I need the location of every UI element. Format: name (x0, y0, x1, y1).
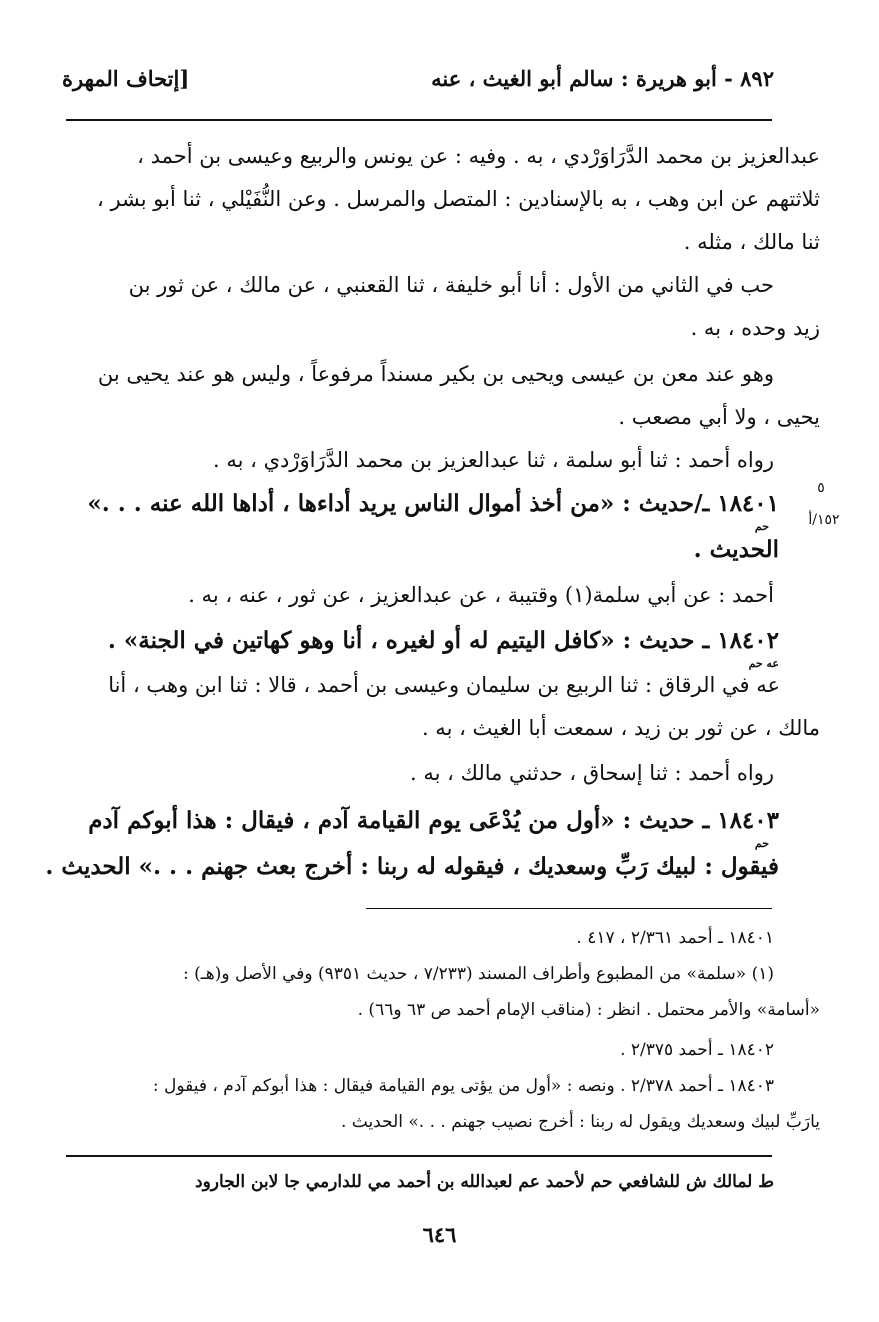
footnote-line: ١٨٤٠١ ـ أحمد ٢/٣٦١ ، ٤١٧ . (576, 928, 774, 948)
margin-note-circle: ٥ (817, 480, 825, 496)
header-book-title: [إتحاف المهرة (62, 66, 190, 91)
hadith-18401-symbol: حم (754, 520, 769, 533)
hadith-18402-line: مالك ، عن ثور بن زيد ، سمعت أبا الغيث ، به . (421, 716, 820, 740)
body-line: يحيى ، ولا أبي مصعب . (618, 405, 820, 429)
hadith-18403-symbol: حم (754, 837, 769, 850)
hadith-18403-line: فيقول : لبيك رَبِّ وسعديك ، فيقوله له ربنا : أخرج بعث جهنم . . .» الحديث . (45, 853, 779, 880)
footnote-line: ١٨٤٠٣ ـ أحمد ٢/٣٧٨ . ونصه : «أول من يؤتى يوم القيامة فيقال : هذا أبوكم آدم ، فيقول : (152, 1076, 774, 1096)
body-line: زيد وحده ، به . (690, 316, 820, 340)
footnote-rule (366, 908, 772, 909)
hadith-18401-line: أحمد : عن أبي سلمة(١) وقتيبة ، عن عبدالعزيز ، عن ثور ، عنه ، به . (188, 583, 774, 607)
hadith-18402-line: رواه أحمد : ثنا إسحاق ، حدثني مالك ، به . (410, 761, 774, 785)
header-chapter-title: ٨٩٢ - أبو هريرة : سالم أبو الغيث ، عنه (431, 66, 774, 91)
body-line: حب في الثاني من الأول : أنا أبو خليفة ، ثنا القعنبي ، عن مالك ، عن ثور بن (128, 273, 774, 297)
hadith-18401-line: ١٨٤٠١ ـ/حديث : «من أخذ أموال الناس يريد أداءها ، أداها الله عنه . . .» (87, 490, 779, 517)
page-number: ٦٤٦ (422, 1222, 457, 1247)
hadith-18402-line: عه في الرقاق : ثنا الربيع بن سليمان وعيسى بن أحمد ، قالا : ثنا ابن وهب ، أنا (108, 673, 780, 697)
body-line: رواه أحمد : ثنا أبو سلمة ، ثنا عبدالعزيز بن محمد الدَّرَاوَرْدي ، به . (213, 448, 774, 472)
body-line: وهو عند معن بن عيسى ويحيى بن بكير مسنداً مرفوعاً ، وليس هو عند يحيى بن (97, 362, 774, 386)
footnote-line: يارَبِّ لبيك وسعديك ويقول له ربنا : أخرج نصيب جهنم . . .» الحديث . (340, 1112, 820, 1132)
header-rule (66, 119, 772, 121)
footnote-line: (١) «سلمة» من المطبوع وأطراف المسند (٧/٢٣٣ ، حديث ٩٣٥١) وفي الأصل و(هـ) : (182, 964, 774, 984)
body-line: ثلاثتهم عن ابن وهب ، به بالإسنادين : المتصل والمرسل . وعن النُّفَيْلي ، ثنا أبو بشر ، (97, 187, 820, 211)
hadith-18403-line: ١٨٤٠٣ ـ حديث : «أول من يُدْعَى يوم القيامة آدم ، فيقال : هذا أبوكم آدم (88, 807, 779, 834)
key-rule (66, 1155, 772, 1157)
body-line: عبدالعزيز بن محمد الدَّرَاوَرْدي ، به . وفيه : عن يونس والربيع وعيسى بن أحمد ، (137, 144, 820, 168)
footnote-line: ١٨٤٠٢ ـ أحمد ٢/٣٧٥ . (620, 1040, 774, 1060)
page-header (62, 66, 774, 102)
abbreviation-key: ط لمالك ش للشافعي حم لأحمد عم لعبدالله بن أحمد مي للدارمي جا لابن الجارود (195, 1172, 774, 1192)
hadith-18401-line: الحديث . (693, 536, 779, 563)
margin-note-folio-ref: ١٥٢/أ (808, 512, 840, 528)
footnote-line: «أسامة» والأمر محتمل . انظر : (مناقب الإمام أحمد ص ٦٣ و٦٦) . (357, 1000, 820, 1020)
hadith-18402-line: ١٨٤٠٢ ـ حديث : «كافل اليتيم له أو لغيره ، أنا وهو كهاتين في الجنة» . (107, 627, 779, 654)
body-line: ثنا مالك ، مثله . (683, 230, 820, 254)
hadith-18402-symbol: عه حم (748, 657, 779, 670)
